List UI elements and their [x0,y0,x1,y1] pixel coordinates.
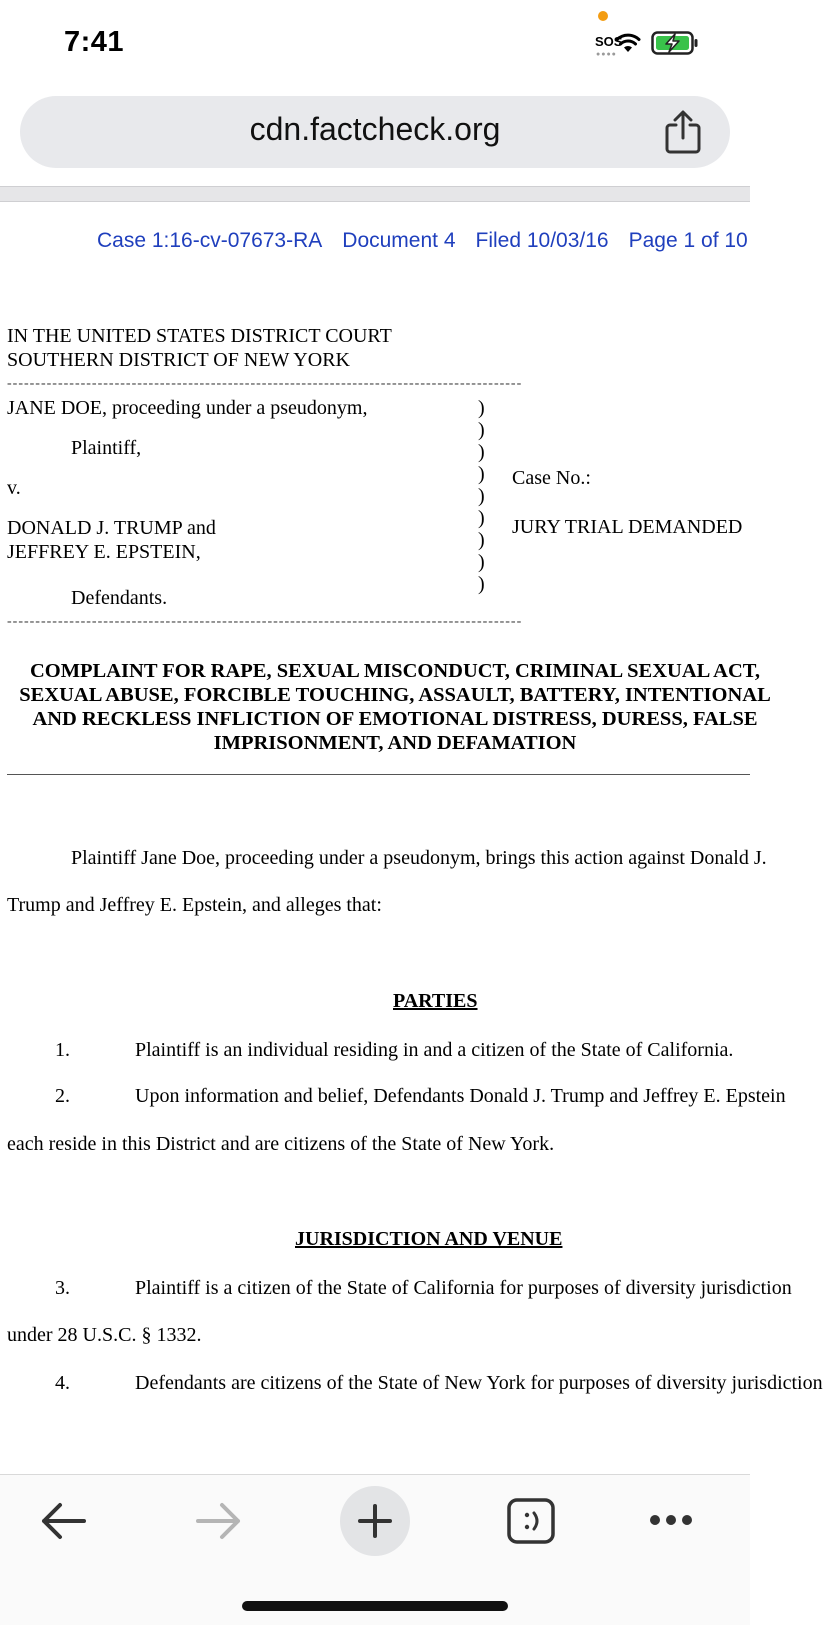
title-rule [7,774,750,775]
para-1-number: 1. [55,1039,70,1061]
document-number: Document 4 [342,229,456,252]
defendant-line-2: JEFFREY E. EPSTEIN, [7,541,201,563]
toolbar-separator [0,186,750,202]
page-count: Page 1 of 10 [628,229,748,252]
privacy-indicator-dot [598,11,608,21]
more-menu-icon[interactable] [647,1512,695,1528]
case-number: Case 1:16-cv-07673-RA [97,229,323,252]
complaint-title-1: COMPLAINT FOR RAPE, SEXUAL MISCONDUCT, CRIMINAL SEXUAL ACT, [29,660,761,682]
back-arrow-icon[interactable] [38,1500,88,1542]
complaint-title-4: IMPRISONMENT, AND DEFAMATION [213,732,577,754]
url-text[interactable]: cdn.factcheck.org [249,111,501,147]
share-icon[interactable] [664,109,702,155]
intro-line-1: Plaintiff Jane Doe, proceeding under a pseudonym, brings this action against Donald J. [71,847,767,869]
intro-line-2: Trump and Jeffrey E. Epstein, and alleges that: [7,894,382,916]
divider-bottom: ------------------------------------------------------------------------------------------- [7,614,523,629]
para-3-continuation: under 28 U.S.C. § 1332. [7,1324,202,1346]
plus-icon[interactable] [357,1503,393,1539]
complaint-title-3: AND RECKLESS INFLICTION OF EMOTIONAL DISTRESS, DURESS, FALSE [32,708,758,730]
court-line-1: IN THE UNITED STATES DISTRICT COURT [7,325,392,347]
sos-indicator: SOS [595,34,623,49]
complaint-title-2: SEXUAL ABUSE, FORCIBLE TOUCHING, ASSAULT, BATTERY, INTENTIONAL [19,684,771,706]
para-2-number: 2. [55,1085,70,1107]
versus: v. [7,477,21,499]
caption-parentheses: ) ) ) ) ) ) ) ) ) [478,397,485,595]
para-3-text: Plaintiff is a citizen of the State of California for purposes of diversity jurisdiction [135,1277,792,1299]
tabs-icon[interactable] [506,1497,556,1545]
para-3-number: 3. [55,1277,70,1299]
status-time: 7:41 [64,26,125,58]
para-4-text: Defendants are citizens of the State of New York for purposes of diversity jurisdiction [135,1372,823,1394]
court-line-2: SOUTHERN DISTRICT OF NEW YORK [7,349,350,371]
para-2-continuation: each reside in this District and are citizens of the State of New York. [7,1133,555,1155]
para-1-text: Plaintiff is an individual residing in and a citizen of the State of California. [135,1039,734,1061]
jury-demand: JURY TRIAL DEMANDED [512,516,743,538]
case-no-label: Case No.: [512,467,591,489]
filed-date: Filed 10/03/16 [475,229,609,252]
ecf-header [97,229,768,253]
para-4-number: 4. [55,1372,70,1394]
para-2-text: Upon information and belief, Defendants Donald J. Trump and Jeffrey E. Epstein [135,1085,786,1107]
divider-top: ------------------------------------------------------------------------------------------- [7,376,523,391]
wifi-icon [614,32,642,54]
defendants-label: Defendants. [71,587,168,609]
plaintiff-label: Plaintiff, [71,437,142,459]
plaintiff-name: JANE DOE, proceeding under a pseudonym, [7,397,368,419]
forward-arrow-icon[interactable] [194,1500,244,1542]
battery-charging-icon [651,30,699,56]
home-indicator[interactable] [242,1601,508,1611]
jurisdiction-heading: JURISDICTION AND VENUE [295,1228,563,1250]
defendant-line-1: DONALD J. TRUMP and [7,517,216,539]
pdf-page [0,201,823,1473]
signal-dots-icon: ●●●● [596,51,617,58]
parties-heading: PARTIES [393,990,478,1012]
